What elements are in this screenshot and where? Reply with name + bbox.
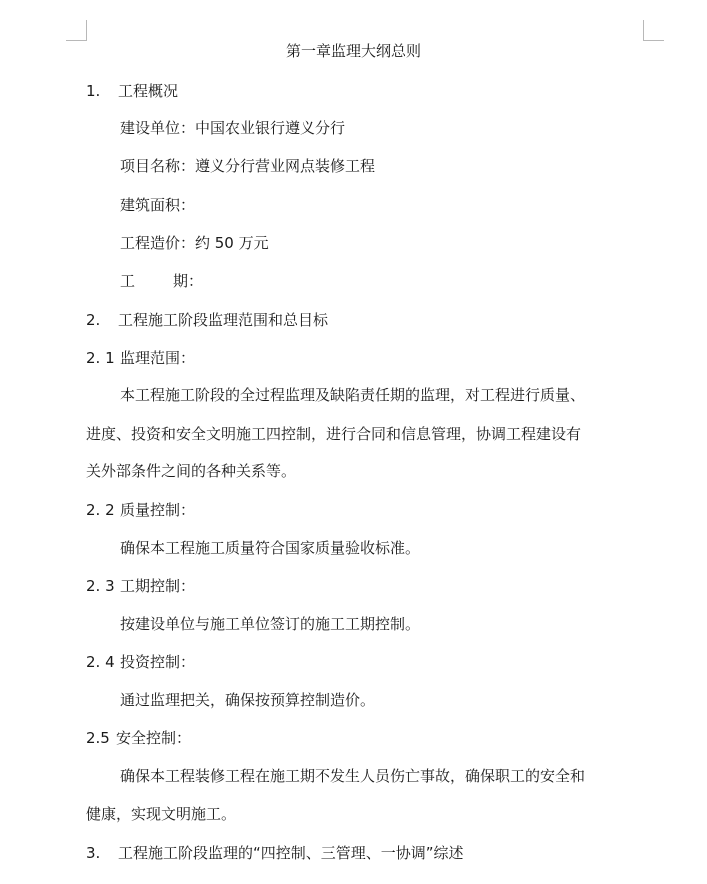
overview-area: 建筑面积：: [120, 196, 196, 214]
section-2-5-title: 安全控制：: [116, 729, 192, 747]
section-2-title: 工程施工阶段监理范围和总目标: [118, 311, 329, 329]
section-2-2-title: 质量控制：: [120, 501, 196, 519]
section-2-4-number: 2. 4: [86, 653, 115, 671]
section-2-number: 2.: [86, 311, 101, 329]
margin-corner-top-left: [66, 20, 87, 41]
overview-cost: 工程造价：约 50 万元: [120, 234, 269, 252]
section-2-5-number: 2.5: [86, 729, 110, 747]
section-2-3-number: 2. 3: [86, 577, 115, 595]
section-2-3-heading: [86, 575, 195, 597]
safety-paragraph-line-1: 确保本工程装修工程在施工期不发生人员伤亡事故，确保职工的安全和: [120, 767, 586, 785]
section-2-2-heading: [86, 499, 195, 521]
safety-paragraph-line-2: 健康，实现文明施工。: [86, 805, 237, 823]
scope-paragraph-line-1: 本工程施工阶段的全过程监理及缺陷责任期的监理，对工程进行质量、: [120, 386, 586, 404]
section-3-title: 工程施工阶段监理的“四控制、三管理、一协调”综述: [118, 844, 464, 862]
overview-unit: 建设单位：中国农业银行遵义分行: [120, 119, 346, 137]
schedule-paragraph: 按建设单位与施工单位签订的施工工期控制。: [120, 615, 421, 633]
quality-paragraph: 确保本工程施工质量符合国家质量验收标准。: [120, 539, 421, 557]
section-2-1-number: 2. 1: [86, 349, 115, 367]
section-1-number: 1.: [86, 82, 101, 100]
scope-paragraph-line-2: 进度、投资和安全文明施工四控制，进行合同和信息管理，协调工程建设有: [86, 425, 582, 443]
section-2-1-title: 监理范围：: [120, 349, 196, 367]
section-2-4-heading: [86, 651, 195, 673]
page-title: 第一章监理大纲总则: [285, 42, 421, 60]
section-2-3-title: 工期控制：: [120, 577, 196, 595]
section-2-heading: [86, 309, 328, 331]
section-1-heading: [86, 80, 178, 102]
overview-period-b: 期：: [173, 272, 204, 290]
overview-project: 项目名称：遵义分行营业网点装修工程: [120, 157, 376, 175]
section-3-number: 3.: [86, 844, 101, 862]
investment-paragraph: 通过监理把关，确保按预算控制造价。: [120, 691, 376, 709]
overview-period: [120, 270, 203, 292]
section-2-5-heading: [86, 727, 191, 749]
scope-paragraph-line-3: 关外部条件之间的各种关系等。: [86, 462, 297, 480]
section-2-2-number: 2. 2: [86, 501, 115, 519]
section-1-title: 工程概况: [118, 82, 179, 100]
section-2-4-title: 投资控制：: [120, 653, 196, 671]
section-3-heading: [86, 842, 464, 864]
section-2-1-heading: [86, 347, 195, 369]
margin-corner-top-right: [643, 20, 664, 41]
overview-period-a: 工: [120, 272, 136, 290]
